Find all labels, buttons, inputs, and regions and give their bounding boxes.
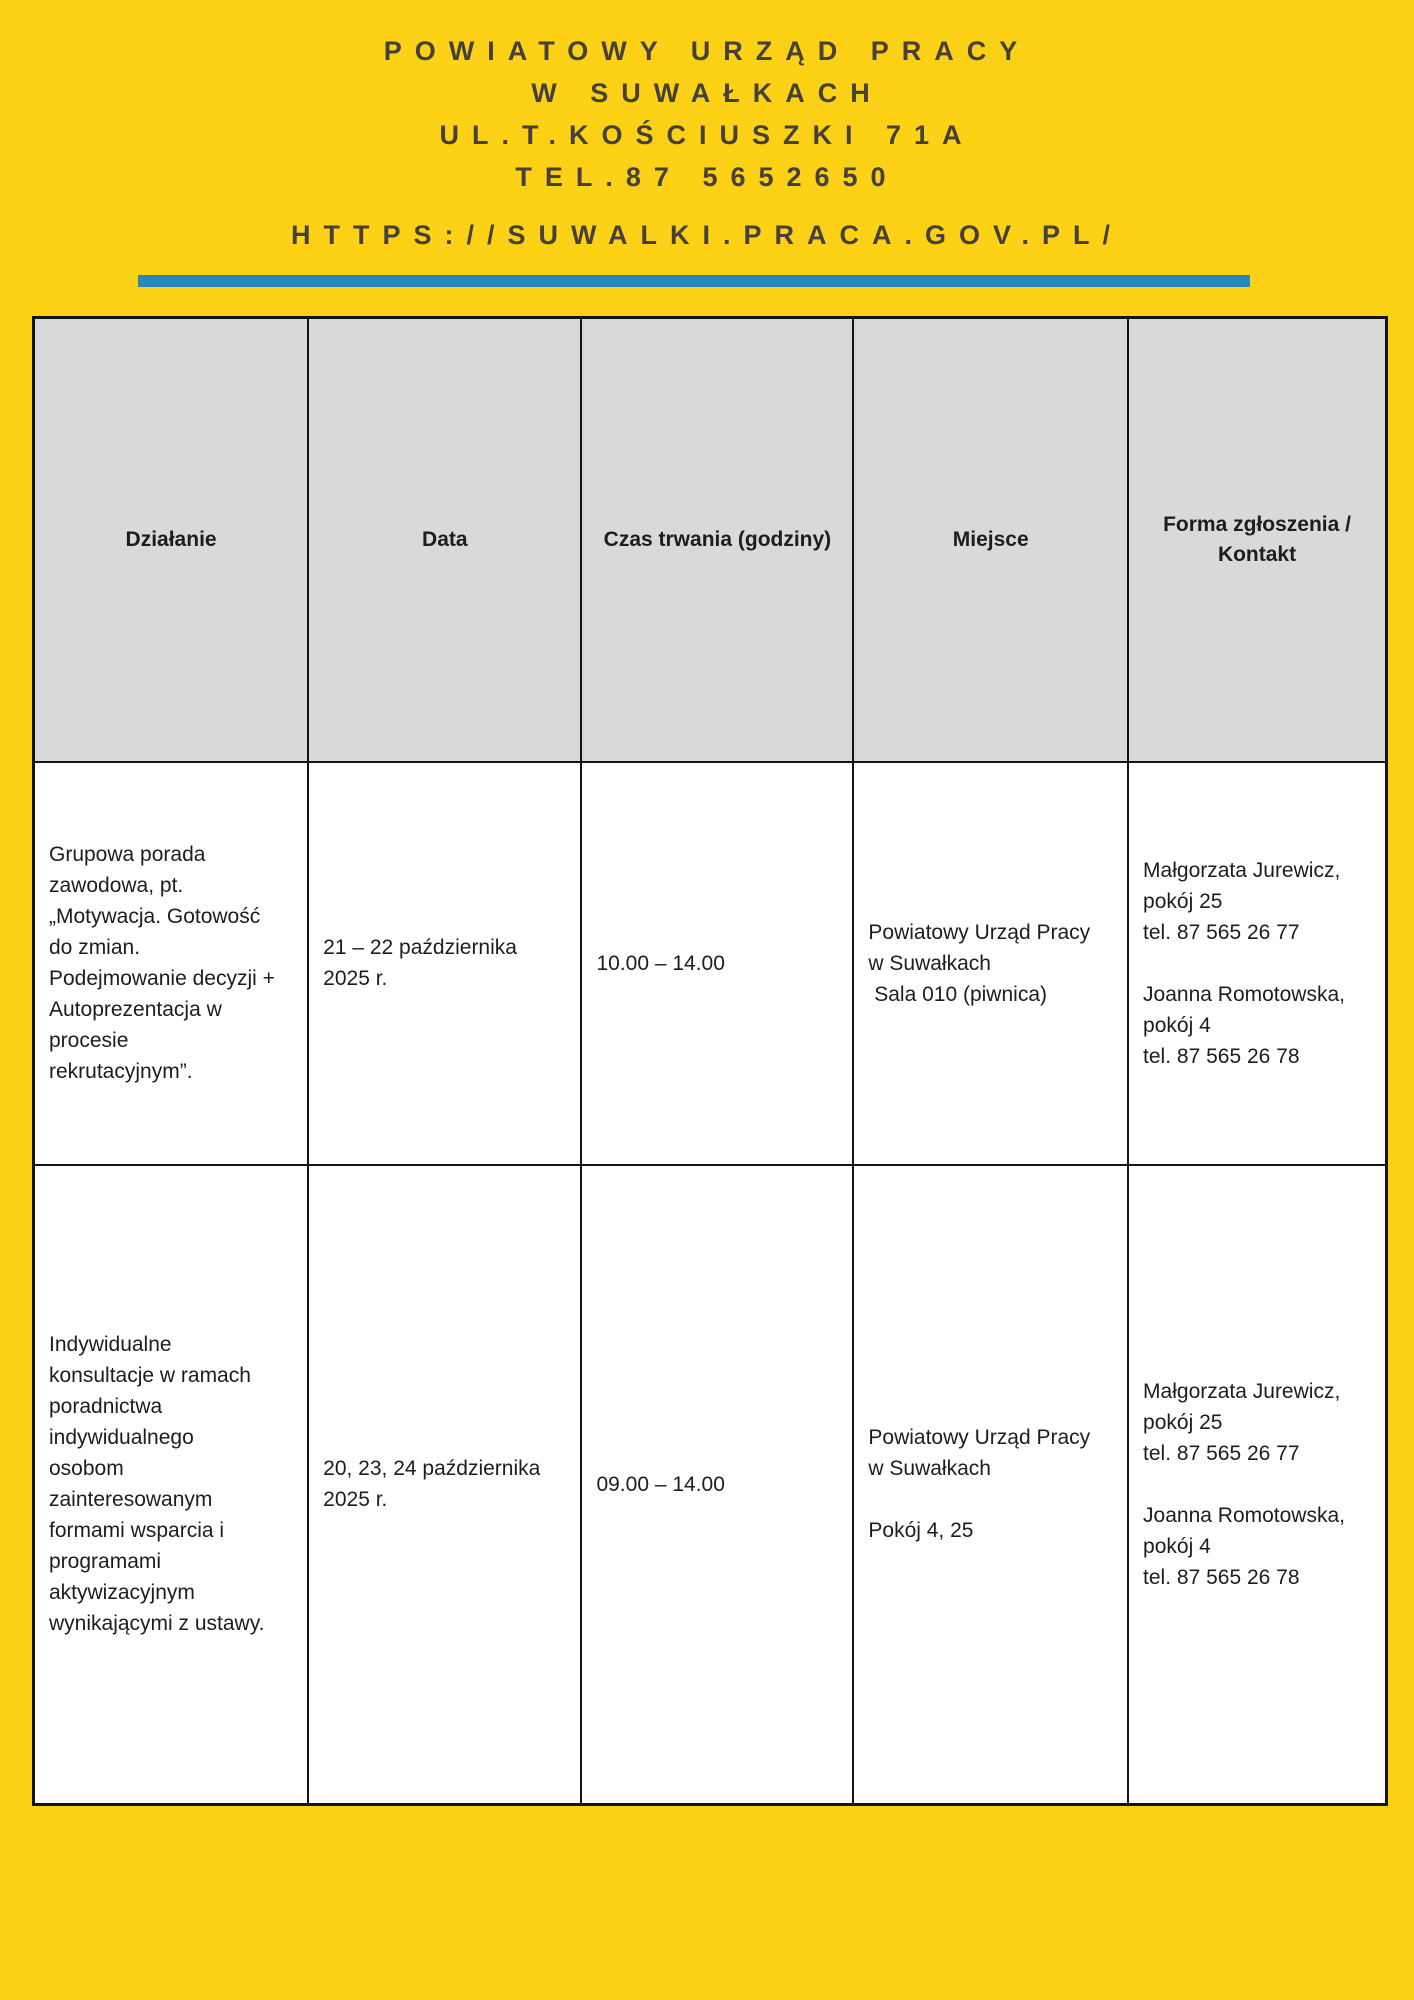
cell-miejsce: Powiatowy Urząd Pracy w Suwałkach Pokój 4, 25 [853,1165,1128,1805]
table-row [34,762,1387,1165]
cell-dzialanie: Grupowa porada zawodowa, pt. „Motywacja. Gotowość do zmian. Podejmowanie decyzji + Autoprezentacja w procesie rekrutacyjnym”. [34,762,309,1165]
cell-kontakt: Małgorzata Jurewicz, pokój 25 tel. 87 565 26 77 Joanna Romotowska, pokój 4 tel. 87 565 26 78 [1128,762,1386,1165]
table-row [34,1165,1387,1805]
col-header-dzialanie: Działanie [34,318,309,762]
cell-czas-trwania: 10.00 – 14.00 [581,762,853,1165]
letterhead [0,0,1414,256]
cell-kontakt: Małgorzata Jurewicz, pokój 25 tel. 87 565 26 77 Joanna Romotowska, pokój 4 tel. 87 565 26 78 [1128,1165,1386,1805]
schedule-table [32,316,1388,1806]
org-name-line-2: W SUWAŁKACH [531,78,883,108]
org-name-line-1: POWIATOWY URZĄD PRACY [383,36,1031,66]
divider-bar [138,275,1250,287]
col-header-miejsce: Miejsce [853,318,1128,762]
col-header-forma-zgloszenia: Forma zgłoszenia / Kontakt [1128,318,1386,762]
cell-czas-trwania: 09.00 – 14.00 [581,1165,853,1805]
table-header-row [34,318,1387,762]
col-header-czas-trwania: Czas trwania (godziny) [581,318,853,762]
org-website-url: HTTPS://SUWALKI.PRACA.GOV.PL/ [290,220,1124,250]
cell-data: 21 – 22 października 2025 r. [308,762,581,1165]
cell-data: 20, 23, 24 października 2025 r. [308,1165,581,1805]
cell-dzialanie: Indywidualne konsultacje w ramach poradnictwa indywidualnego osobom zainteresowanym formami wsparcia i programami aktywizacyjnym wynikającymi z ustawy. [34,1165,309,1805]
org-address: UL.T.KOŚCIUSZKI 71A [439,120,975,150]
col-header-data: Data [308,318,581,762]
org-phone: TEL.87 5652650 [515,162,899,192]
cell-miejsce: Powiatowy Urząd Pracy w Suwałkach Sala 010 (piwnica) [853,762,1128,1165]
